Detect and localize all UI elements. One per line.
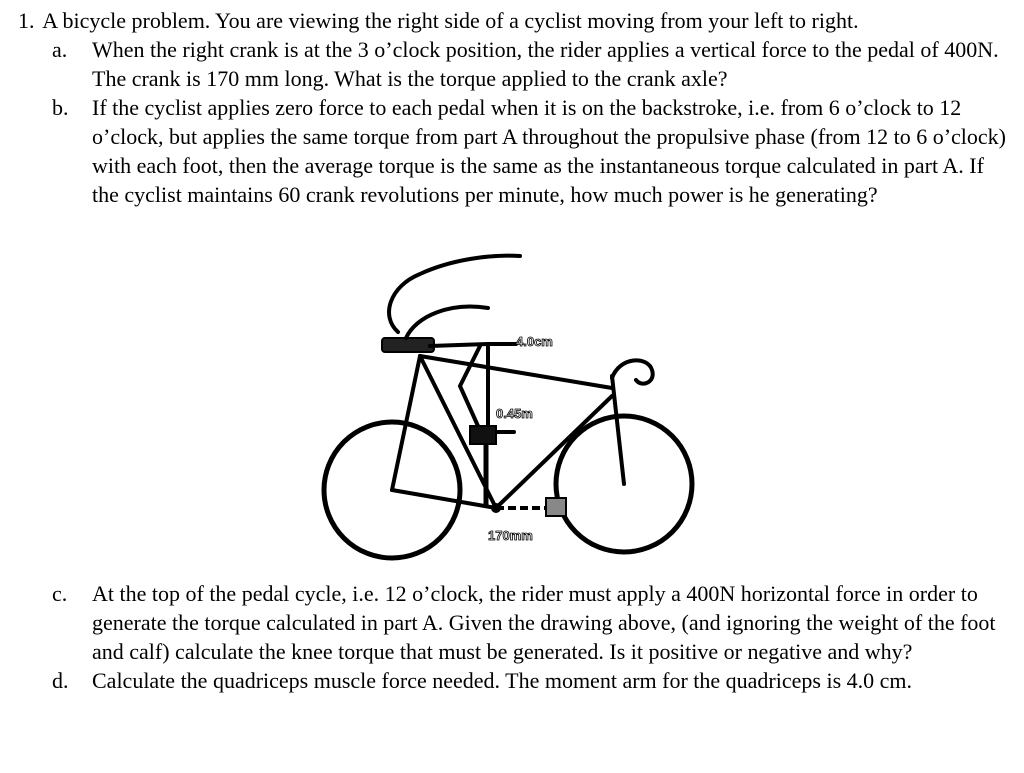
part-c-letter: c. [52,581,68,606]
part-b [52,93,1012,209]
question-1 [18,6,1018,35]
part-d-text: Calculate the quadriceps muscle force needed. The moment arm for the quadriceps is 4.0 cm. [92,668,913,693]
question-number: 1. [18,8,35,33]
question-text: A bicycle problem. You are viewing the right side of a cyclist moving from your left to right. [42,8,859,33]
label-moment-arm: 4.0cm [516,334,553,349]
rider-foot [470,426,496,444]
part-d-letter: d. [52,668,69,693]
bike-seat [382,338,434,352]
label-crank-length: 170mm [488,528,533,543]
part-a-letter: a. [52,37,68,62]
part-c [52,579,1012,666]
bicycle-figure [320,246,700,576]
part-a [52,35,1012,93]
crank-axle [491,503,501,513]
pedal [546,498,566,516]
part-b-text: If the cyclist applies zero force to each pedal when it is on the backstroke, i.e. from 6 o’clock to 12 o’clock, but applies the same torque from part A throughout the propulsive phase (from 12 to 6 o’clock) with each foot, then the average torque is the same as the instantaneous torque calculated in part A. If the cyclist maintains 60 crank revolutions per minute, how much power is he generating? [92,95,1006,207]
bicycle-diagram [320,246,700,576]
sub-questions-top [52,35,1012,209]
label-shin-length: 0.45m [496,406,533,421]
part-a-text: When the right crank is at the 3 o’clock position, the rider applies a vertical force to the pedal of 400N. The crank is 170 mm long. What is the torque applied to the crank axle? [92,37,999,91]
sub-questions-bottom [52,579,1012,695]
part-b-letter: b. [52,95,69,120]
part-c-text: At the top of the pedal cycle, i.e. 12 o’clock, the rider must apply a 400N horizontal force in order to generate the torque calculated in part A. Given the drawing above, (and ignoring the weight of the foot and calf) calculate the knee torque that must be generated. Is it positive or negative and why? [92,581,996,664]
part-d [52,666,1012,695]
